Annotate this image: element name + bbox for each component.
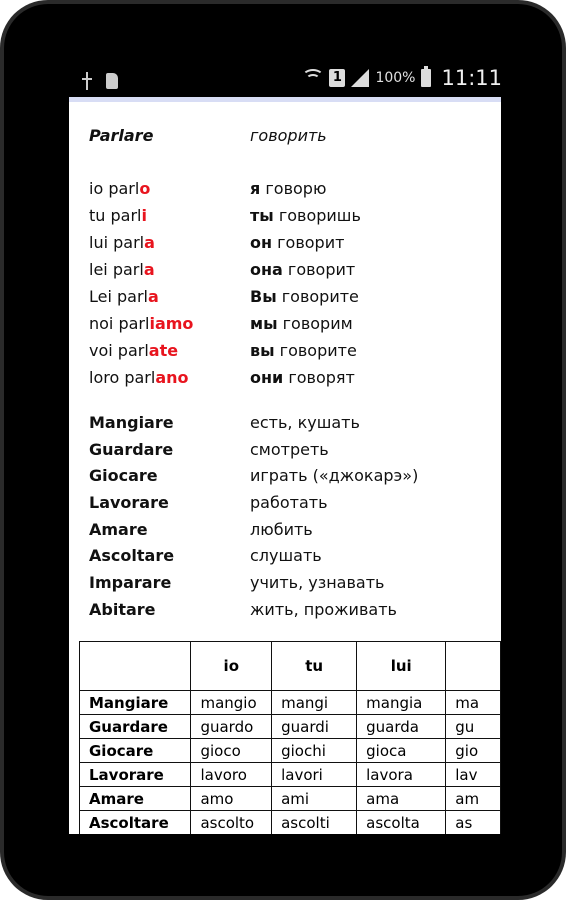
vocab-ru: работать: [250, 493, 328, 512]
table-cell: lav: [446, 763, 501, 787]
vocab-ru: смотреть: [250, 440, 329, 459]
conj-ending: a: [144, 233, 155, 252]
conj-ending: o: [139, 179, 151, 198]
vocab-it: Lavorare: [89, 493, 169, 512]
vocab-it: Mangiare: [89, 413, 174, 432]
conj-pronoun-ru: мы: [250, 314, 278, 333]
conj-verb-ru: говорю: [260, 179, 327, 198]
table-header: lui: [357, 642, 446, 691]
table-cell: Lavorare: [80, 763, 191, 787]
conj-ending: a: [148, 287, 159, 306]
table-row: [80, 811, 501, 835]
table-cell: ascolta: [357, 811, 446, 835]
table-header-row: [80, 642, 501, 691]
table-cell: gioca: [357, 739, 446, 763]
conj-stem: lui parl: [89, 233, 145, 252]
table-header: [446, 642, 501, 691]
table-cell: gioco: [191, 739, 272, 763]
conj-ending: iamo: [149, 314, 194, 333]
conj-stem: loro parl: [89, 368, 156, 387]
vocab-it: Abitare: [89, 600, 156, 619]
vocab-ru: любить: [250, 520, 313, 539]
signal-icon: [351, 69, 369, 87]
table-row: [80, 715, 501, 739]
table-cell: Guardare: [80, 715, 191, 739]
vocab-it: Amare: [89, 520, 148, 539]
conj-stem: io parl: [89, 179, 140, 198]
clock: 11:11: [441, 66, 502, 90]
page-top-border: [69, 97, 501, 102]
sd-card-icon: [106, 73, 118, 89]
table-row: [80, 739, 501, 763]
wifi-icon: [303, 69, 323, 87]
conjugation-table: [79, 641, 501, 834]
vocab-ru: учить, узнавать: [250, 573, 385, 592]
battery-icon: [421, 69, 431, 87]
vocab-ru: слушать: [250, 546, 322, 565]
conj-stem: voi parl: [89, 341, 149, 360]
table-cell: mangia: [357, 691, 446, 715]
table-cell: lavori: [272, 763, 357, 787]
conj-pronoun-ru: она: [250, 260, 283, 279]
table-cell: ascolti: [272, 811, 357, 835]
table-header: io: [191, 642, 272, 691]
conj-stem: lei parl: [89, 260, 144, 279]
table-cell: as: [446, 811, 501, 835]
battery-percent: 100%: [375, 70, 416, 86]
vocab-it: Ascoltare: [89, 546, 175, 565]
verb-title-ru: говорить: [250, 126, 327, 145]
table-cell: ami: [272, 787, 357, 811]
table-cell: am: [446, 787, 501, 811]
table-header: tu: [272, 642, 357, 691]
conj-stem: tu parl: [89, 206, 142, 225]
table-row: [80, 763, 501, 787]
table-cell: guarda: [357, 715, 446, 739]
conj-ending: a: [143, 260, 155, 279]
conj-pronoun-ru: они: [250, 368, 284, 387]
sim-icon: 1: [329, 69, 345, 87]
conj-ending: i: [141, 206, 147, 225]
conj-ending: ano: [155, 368, 189, 387]
table-cell: guardo: [191, 715, 272, 739]
table-cell: ascolto: [191, 811, 272, 835]
conj-pronoun-ru: я: [250, 179, 261, 198]
table-cell: giochi: [272, 739, 357, 763]
document-page[interactable]: [69, 97, 501, 834]
table-cell: ma: [446, 691, 501, 715]
conj-stem: Lei parl: [89, 287, 148, 306]
table-cell: amo: [191, 787, 272, 811]
vocab-it: Guardare: [89, 440, 174, 459]
table-cell: guardi: [272, 715, 357, 739]
table-cell: gu: [446, 715, 501, 739]
status-bar: [70, 62, 502, 100]
table-cell: gio: [446, 739, 501, 763]
table-cell: Mangiare: [80, 691, 191, 715]
conj-verb-ru: говорит: [272, 233, 345, 252]
conj-verb-ru: говорите: [276, 287, 359, 306]
vocab-ru: есть, кушать: [250, 413, 360, 432]
conj-verb-ru: говоришь: [273, 206, 361, 225]
table-cell: Giocare: [80, 739, 191, 763]
conj-verb-ru: говорите: [274, 341, 357, 360]
table-cell: lavora: [357, 763, 446, 787]
table-cell: lavoro: [191, 763, 272, 787]
table-cell: mangio: [191, 691, 272, 715]
vocab-ru: играть («джокарэ»): [250, 466, 419, 485]
conj-ending: ate: [148, 341, 179, 360]
conj-pronoun-ru: он: [250, 233, 273, 252]
conj-verb-ru: говорит: [282, 260, 356, 279]
conj-verb-ru: говорят: [283, 368, 355, 387]
table-cell: ama: [357, 787, 446, 811]
vocab-ru: жить, проживать: [250, 600, 397, 619]
conj-stem: noi parl: [89, 314, 150, 333]
conj-verb-ru: говорим: [277, 314, 353, 333]
table-cell: Amare: [80, 787, 191, 811]
conj-pronoun-ru: ты: [250, 206, 274, 225]
vocab-it: Imparare: [89, 573, 172, 592]
table-header: [80, 642, 191, 691]
table-cell: mangi: [272, 691, 357, 715]
conj-pronoun-ru: вы: [250, 341, 275, 360]
verb-title-it: Parlare: [89, 126, 154, 145]
conj-pronoun-ru: Вы: [250, 287, 277, 306]
table-row: [80, 787, 501, 811]
usb-icon: [82, 72, 92, 90]
table-cell: Ascoltare: [80, 811, 191, 835]
table-row: [80, 691, 501, 715]
vocab-it: Giocare: [89, 466, 158, 485]
